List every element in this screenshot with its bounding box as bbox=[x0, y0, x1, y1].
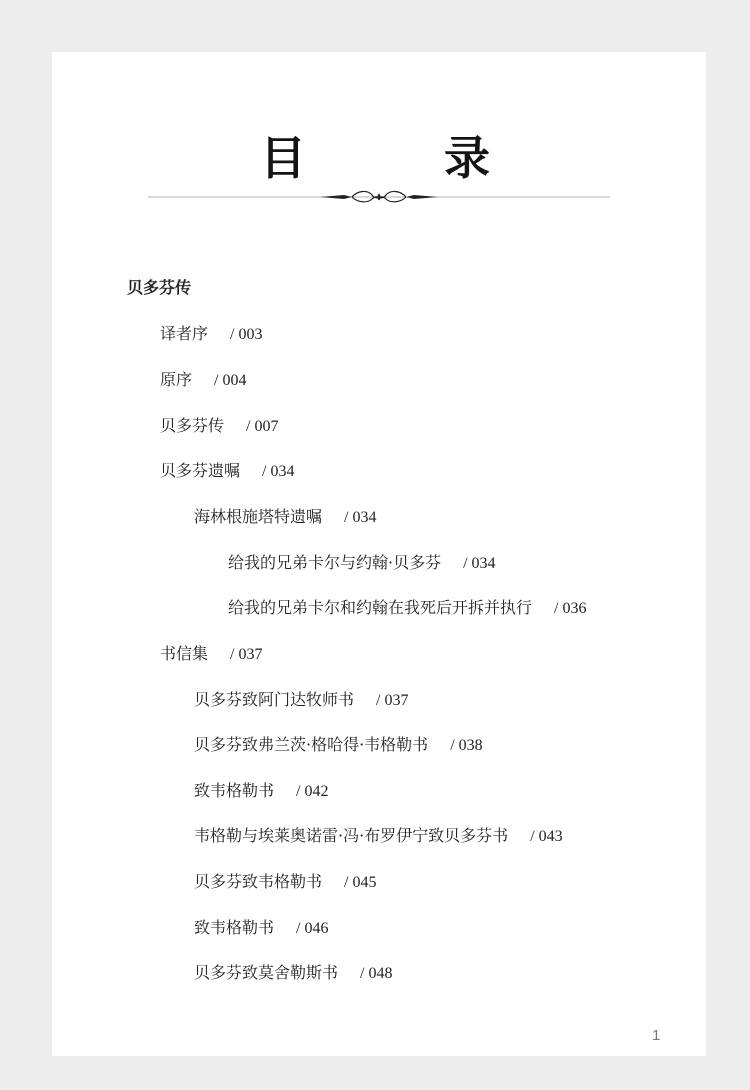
toc-entry-title: 给我的兄弟卡尔和约翰在我死后开拆并执行 bbox=[228, 598, 533, 617]
toc-entry-page: / 043 bbox=[530, 828, 563, 845]
toc-entry-title: 致韦格勒书 bbox=[194, 781, 275, 800]
toc-entry[interactable] bbox=[194, 734, 483, 757]
toc-entry-title: 原序 bbox=[160, 370, 193, 389]
toc-entry[interactable] bbox=[160, 369, 246, 392]
page-title: 目 录 bbox=[260, 131, 536, 185]
toc-entry-title: 贝多芬遗嘱 bbox=[160, 461, 241, 480]
toc-entry-page: / 034 bbox=[262, 463, 295, 480]
toc-entry[interactable] bbox=[194, 825, 563, 848]
toc-entry[interactable] bbox=[194, 917, 328, 940]
toc-entry-title: 海林根施塔特遗嘱 bbox=[194, 507, 323, 526]
toc-entry-title: 书信集 bbox=[160, 644, 209, 663]
toc-entry-title: 译者序 bbox=[160, 324, 209, 343]
toc-entry-page: / 048 bbox=[360, 965, 393, 982]
toc-entry-title: 贝多芬致韦格勒书 bbox=[194, 872, 323, 891]
toc-section-heading[interactable]: 贝多芬传 bbox=[127, 278, 192, 297]
toc-entry-page: / 037 bbox=[230, 646, 263, 663]
toc-entry-title: 贝多芬致弗兰茨·格哈得·韦格勒书 bbox=[194, 735, 429, 754]
toc-entry[interactable] bbox=[228, 552, 496, 575]
toc-entry-title: 给我的兄弟卡尔与约翰·贝多芬 bbox=[228, 553, 442, 572]
ornamental-divider bbox=[148, 186, 610, 208]
toc-entry-page: / 007 bbox=[246, 418, 279, 435]
toc-entry[interactable] bbox=[228, 597, 586, 620]
toc-entry-title: 贝多芬传 bbox=[160, 416, 225, 435]
toc-entry-page: / 046 bbox=[296, 920, 329, 937]
toc-entry[interactable] bbox=[194, 689, 408, 712]
toc-entry-page: / 034 bbox=[463, 555, 496, 572]
toc-entry[interactable] bbox=[160, 643, 262, 666]
toc-entry-title: 韦格勒与埃莱奥诺雷·冯·布罗伊宁致贝多芬书 bbox=[194, 826, 509, 845]
toc-entry[interactable] bbox=[160, 323, 262, 346]
toc-entry[interactable] bbox=[160, 415, 278, 438]
toc-entry-page: / 045 bbox=[344, 874, 377, 891]
toc-entry-page: / 037 bbox=[376, 692, 409, 709]
toc-entry-title: 贝多芬致莫舍勒斯书 bbox=[194, 963, 339, 982]
toc-entry-page: / 036 bbox=[554, 600, 587, 617]
toc-entry[interactable] bbox=[194, 871, 376, 894]
toc-entry-page: / 003 bbox=[230, 326, 263, 343]
toc-entry[interactable] bbox=[194, 506, 376, 529]
toc-entry[interactable] bbox=[160, 460, 294, 483]
toc-entry-title: 贝多芬致阿门达牧师书 bbox=[194, 690, 355, 709]
toc-entry-page: / 042 bbox=[296, 783, 329, 800]
toc-entry[interactable] bbox=[194, 780, 328, 803]
toc-entry-page: / 038 bbox=[450, 737, 483, 754]
toc-entry-page: / 004 bbox=[214, 372, 247, 389]
toc-entry-page: / 034 bbox=[344, 509, 377, 526]
toc-entry[interactable] bbox=[194, 962, 392, 985]
page-number: 1 bbox=[652, 1027, 661, 1044]
toc-entry-title: 致韦格勒书 bbox=[194, 918, 275, 937]
